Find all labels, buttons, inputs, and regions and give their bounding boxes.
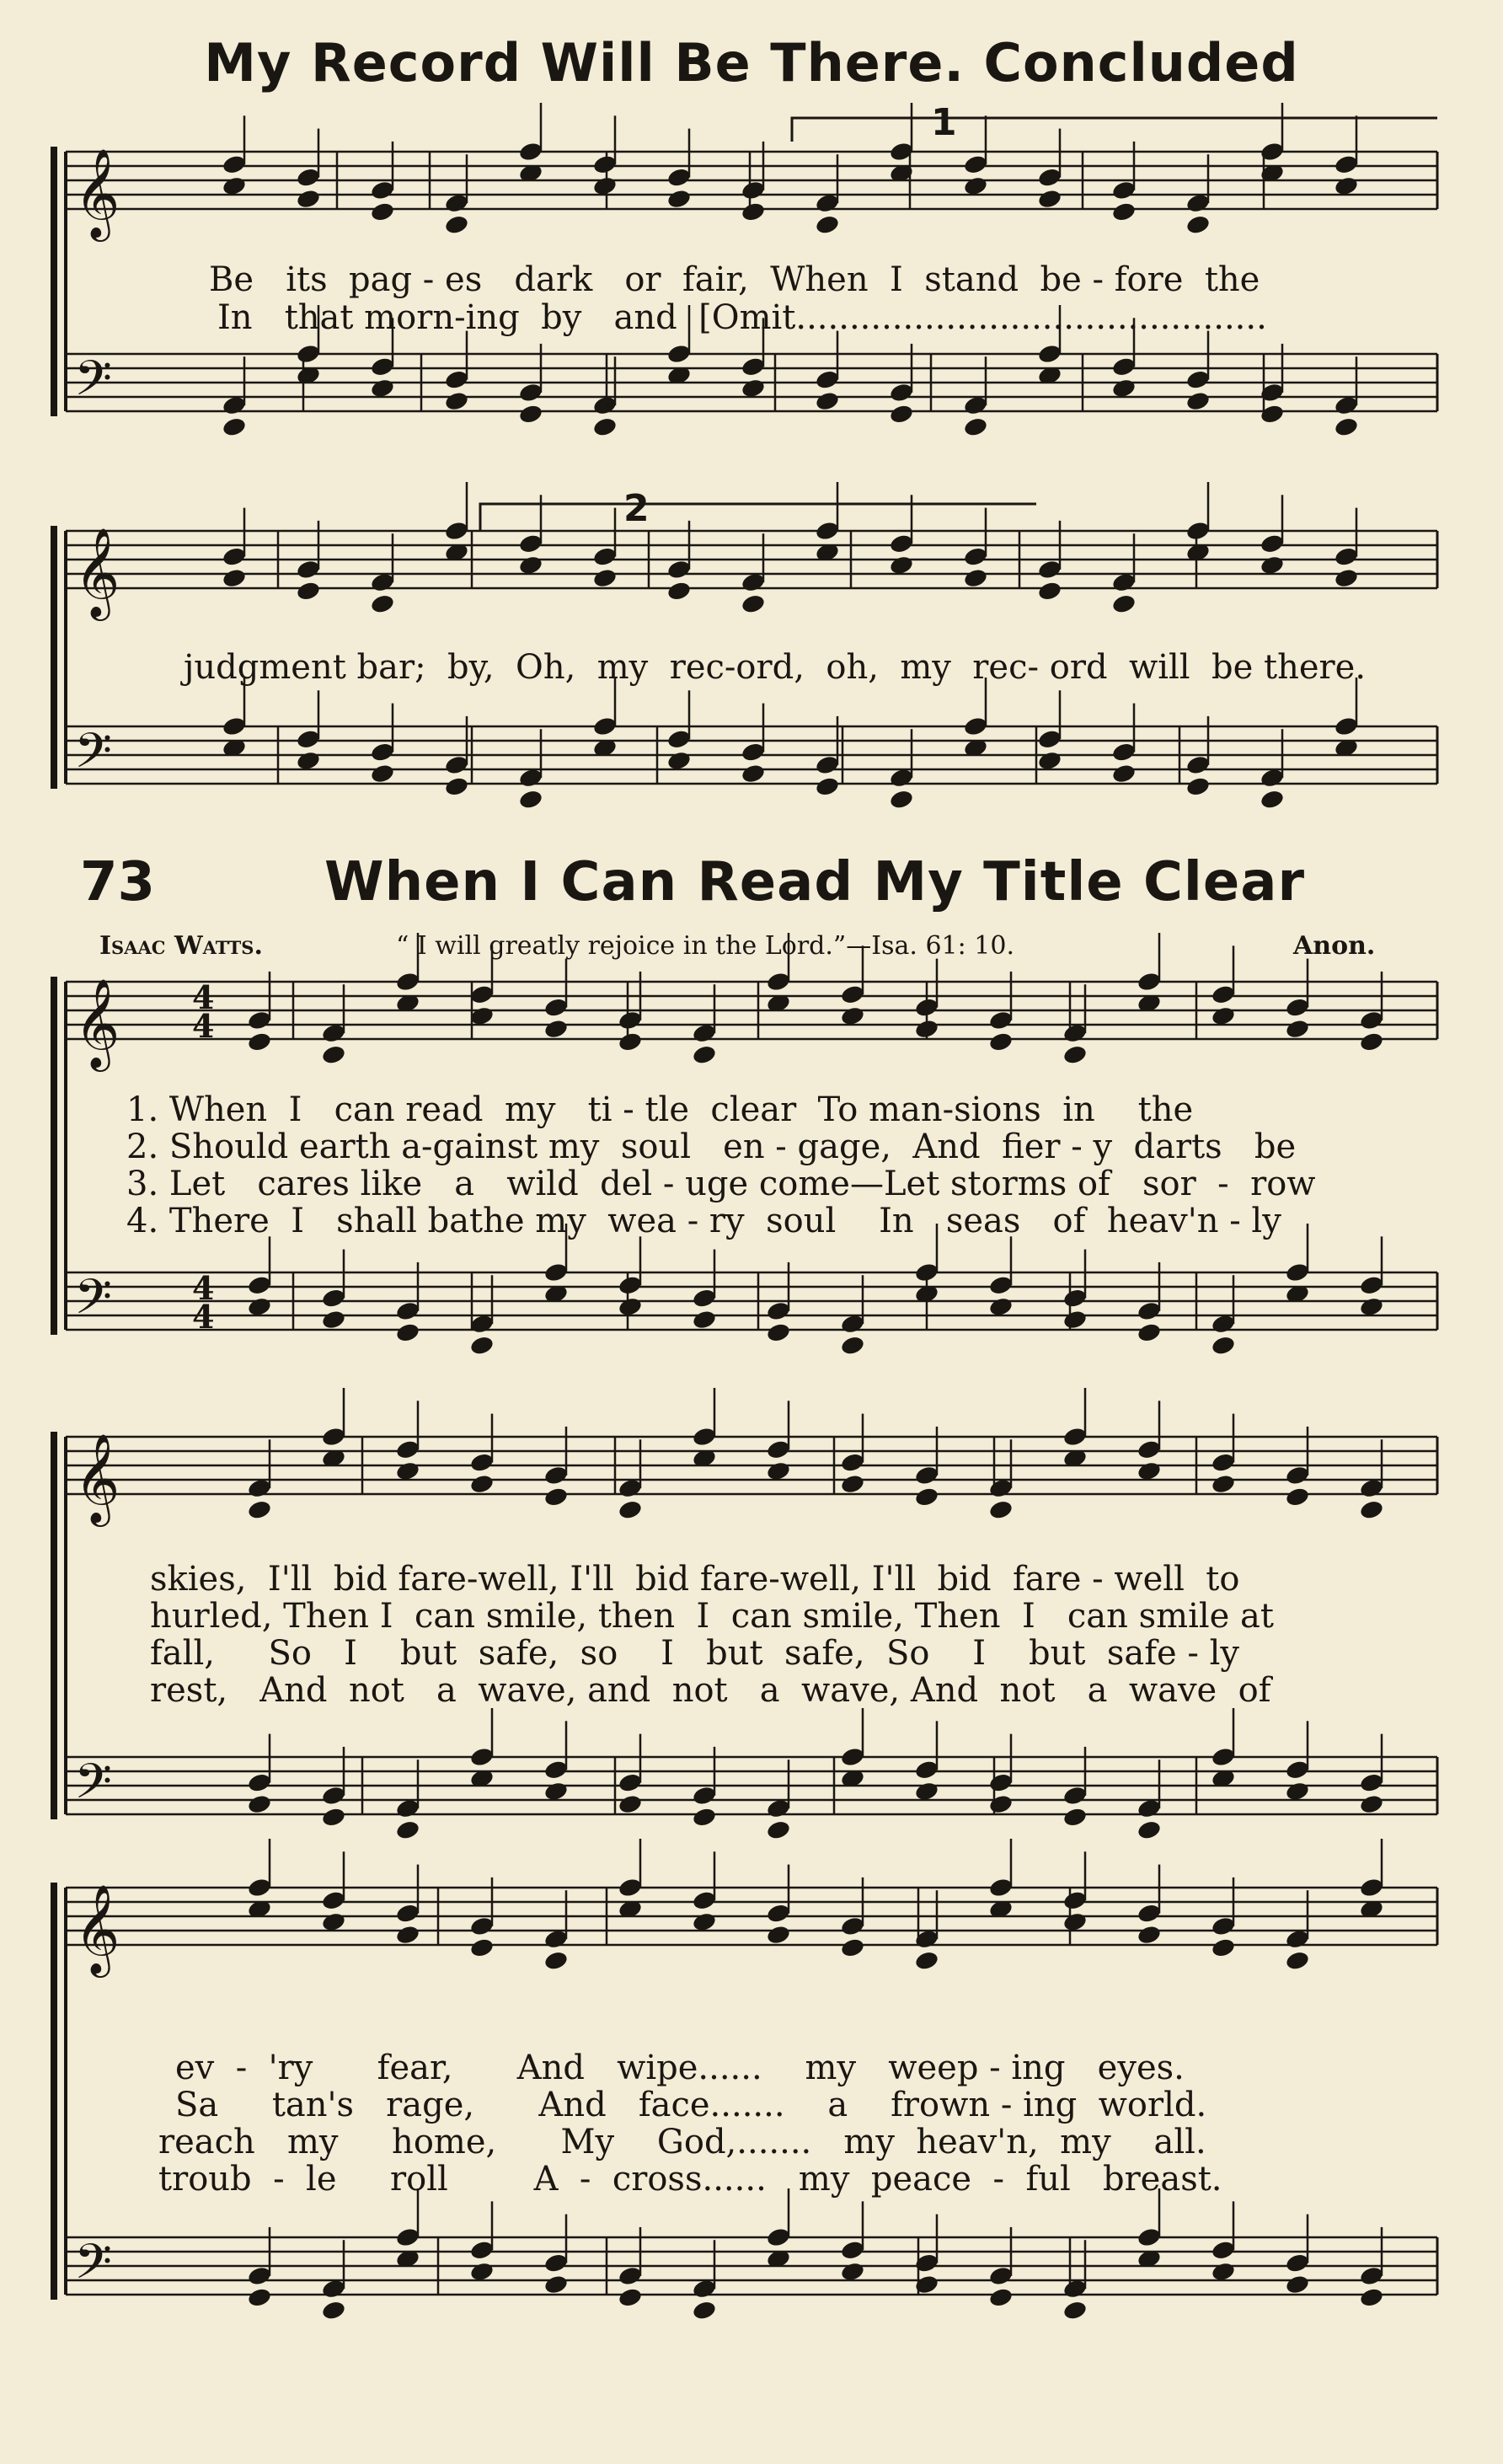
note-head (889, 789, 915, 811)
note-head (1037, 188, 1063, 210)
note-head (247, 1031, 273, 1053)
note-head (692, 2300, 718, 2322)
note-head (247, 1274, 273, 1296)
note-head (543, 997, 570, 1019)
note-head (914, 1465, 940, 1486)
note-head (395, 1924, 421, 1946)
note-head (469, 983, 495, 1005)
note-head (444, 369, 470, 391)
note-head (914, 997, 940, 1019)
note-head (1111, 356, 1137, 378)
hymn-verse2-line3: Sa tan's rage, And face....... a frown - ing world. (175, 2086, 1207, 2124)
note-head (1211, 1473, 1237, 1495)
note-head (1359, 1274, 1385, 1296)
note-head (296, 728, 322, 750)
note-head (321, 1889, 347, 1911)
note-head (889, 382, 915, 404)
note-head (889, 403, 915, 425)
note-head (666, 188, 693, 210)
treble-clef-icon: 𝄞 (74, 1433, 120, 1523)
note-head (518, 141, 544, 163)
note-head (395, 1300, 421, 1322)
note-head (618, 1274, 644, 1296)
note-head (1062, 2300, 1088, 2322)
note-head (1334, 567, 1360, 589)
note-head (1285, 1465, 1311, 1486)
note-head (1334, 153, 1360, 175)
note-head (1285, 1261, 1311, 1283)
note-head (1211, 1746, 1237, 1768)
note-head (1359, 1010, 1385, 1031)
bass-clef-icon: 𝄢 (74, 350, 113, 419)
note-head (469, 1936, 495, 1958)
note-head (321, 2300, 347, 2322)
note-head (1359, 1793, 1385, 1815)
note-head (1137, 1438, 1163, 1460)
note-head (1359, 1031, 1385, 1053)
note-head (321, 1426, 347, 1448)
note-head (321, 1806, 347, 1828)
note-head (692, 1044, 718, 1066)
note-head (469, 1915, 495, 1937)
note-head (370, 201, 396, 222)
note-head (1285, 2252, 1311, 2274)
note-head (1111, 763, 1137, 785)
note-head (988, 1499, 1014, 1521)
note-head (518, 382, 544, 404)
note-head (766, 1819, 792, 1841)
note-head (914, 1950, 940, 1972)
note-head (1359, 2265, 1385, 2287)
note-head (1334, 416, 1360, 438)
note-head (1037, 580, 1063, 602)
note-head (543, 1261, 570, 1283)
note-head (1137, 1903, 1163, 1925)
note-head (1185, 754, 1211, 776)
treble-clef-icon: 𝄞 (74, 1883, 120, 1974)
note-head (469, 1335, 495, 1357)
note-head (592, 715, 618, 737)
note-head (444, 775, 470, 797)
song1-lyric-line-2: In that morn-ing by and [Omit............................................ (217, 298, 1267, 337)
note-head (1111, 742, 1137, 763)
ending-2-bracket (480, 504, 1036, 531)
hymn-verse4-line3: troub - le roll A - cross...... my peace - ful breast. (158, 2160, 1222, 2199)
note-head (1137, 1321, 1163, 1343)
ending-1-label: 1 (931, 101, 957, 144)
note-head (1211, 983, 1237, 1005)
song1-lyric-line-1: Be its pag - es dark or fair, When I stand be - fore the (209, 260, 1260, 299)
note-head (1260, 789, 1286, 811)
ending-2-label: 2 (623, 487, 650, 530)
note-head (395, 1819, 421, 1841)
note-head (1285, 997, 1311, 1019)
note-head (815, 775, 841, 797)
note-head (469, 1452, 495, 1474)
note-head (766, 1924, 792, 1946)
hymn-number: 73 (80, 851, 156, 913)
note-head (840, 1915, 866, 1937)
note-head (914, 1261, 940, 1283)
note-head (592, 153, 618, 175)
note-head (1111, 593, 1137, 615)
note-head (988, 1877, 1014, 1899)
note-head (914, 1759, 940, 1781)
note-head (692, 1288, 718, 1310)
hymn-verse4-line2: rest, And not a wave, and not a wave, And not a wave of (150, 1671, 1271, 1710)
note-head (543, 1759, 570, 1781)
note-head (988, 1274, 1014, 1296)
note-head (741, 742, 767, 763)
note-head (247, 1772, 273, 1794)
note-head (247, 1010, 273, 1031)
note-head (666, 728, 693, 750)
note-head (543, 2274, 570, 2295)
note-head (469, 1746, 495, 1768)
note-head (321, 1044, 347, 1066)
note-head (1211, 1936, 1237, 1958)
note-head (1137, 2226, 1163, 2248)
note-head (395, 1903, 421, 1925)
note-head (543, 2252, 570, 2274)
note-head (766, 971, 792, 993)
note-head (1334, 546, 1360, 568)
note-head (666, 343, 693, 365)
note-head (963, 715, 989, 737)
note-head (692, 1426, 718, 1448)
note-head (963, 546, 989, 568)
note-head (1185, 214, 1211, 236)
note-head (247, 1793, 273, 1815)
note-head (618, 1877, 644, 1899)
note-head (963, 567, 989, 589)
note-head (1062, 1044, 1088, 1066)
hymn-author: Isaac Watts. (99, 931, 263, 961)
note-head (988, 1772, 1014, 1794)
note-head (1037, 167, 1063, 189)
note-head (395, 1438, 421, 1460)
note-head (1285, 1486, 1311, 1508)
note-head (963, 153, 989, 175)
hymn-verse1-line2: skies, I'll bid fare-well, I'll bid fare-well, I'll bid fare - well to (150, 1560, 1240, 1599)
note-head (222, 153, 248, 175)
treble-clef-icon: 𝄞 (74, 527, 120, 617)
note-head (296, 188, 322, 210)
note-head (296, 580, 322, 602)
note-head (247, 2265, 273, 2287)
note-head (1359, 1772, 1385, 1794)
hymn-verse3-line3: reach my home, My God,....... my heav'n, my all. (158, 2123, 1206, 2161)
note-head (618, 1010, 644, 1031)
note-head (1137, 1924, 1163, 1946)
note-head (766, 1321, 792, 1343)
note-head (618, 1499, 644, 1521)
note-head (1137, 1819, 1163, 1841)
note-head (1211, 1915, 1237, 1937)
note-head (692, 1806, 718, 1828)
hymn-verse1-line1: 1. When I can read my ti - tle clear To man-sions in the (126, 1090, 1194, 1129)
note-head (1334, 715, 1360, 737)
note-head (766, 1903, 792, 1925)
hymn-verse3-line2: fall, So I but safe, so I but safe, So I but safe - ly (150, 1634, 1240, 1673)
note-head (1260, 533, 1286, 554)
note-head (766, 1438, 792, 1460)
note-head (1185, 369, 1211, 391)
note-head (543, 1486, 570, 1508)
note-head (1062, 1288, 1088, 1310)
hymn-title: When I Can Read My Title Clear (324, 851, 1306, 913)
time-signature: 4 (192, 1298, 215, 1336)
note-head (518, 789, 544, 811)
note-head (296, 167, 322, 189)
note-head (766, 1300, 792, 1322)
note-head (247, 1499, 273, 1521)
note-head (840, 2239, 866, 2261)
note-head (914, 1018, 940, 1040)
note-head (988, 1010, 1014, 1031)
note-head (840, 1452, 866, 1474)
note-head (321, 1309, 347, 1331)
note-head (815, 754, 841, 776)
note-head (618, 1793, 644, 1815)
time-signature: 4 (192, 978, 215, 1016)
note-head (469, 1473, 495, 1495)
note-head (1359, 2286, 1385, 2308)
note-head (988, 2286, 1014, 2308)
note-head (444, 520, 470, 542)
note-head (692, 1309, 718, 1331)
note-head (592, 416, 618, 438)
hymn-verse4-line1: 4. There I shall bathe my wea - ry soul In seas of heav'n - ly (126, 1202, 1281, 1240)
note-head (840, 1335, 866, 1357)
note-head (840, 1746, 866, 1768)
note-head (370, 742, 396, 763)
hymn-verse2-line1: 2. Should earth a-gainst my soul en - gage, And fier - y darts be (126, 1128, 1297, 1166)
note-head (1359, 1877, 1385, 1899)
note-head (815, 369, 841, 391)
note-head (1185, 390, 1211, 412)
note-head (914, 1486, 940, 1508)
note-head (741, 763, 767, 785)
note-head (518, 403, 544, 425)
note-head (741, 179, 767, 201)
note-head (370, 593, 396, 615)
note-head (1037, 559, 1063, 581)
note-head (1285, 2274, 1311, 2295)
note-head (592, 546, 618, 568)
note-head (222, 416, 248, 438)
treble-clef-icon: 𝄞 (74, 978, 120, 1068)
note-head (766, 2226, 792, 2248)
note-head (1062, 1806, 1088, 1828)
note-head (1185, 520, 1211, 542)
note-head (815, 390, 841, 412)
note-head (1359, 1499, 1385, 1521)
note-head (741, 356, 767, 378)
time-signature: 4 (192, 1007, 215, 1045)
note-head (988, 2265, 1014, 2287)
note-head (444, 214, 470, 236)
note-head (1285, 1950, 1311, 1972)
note-head (518, 533, 544, 554)
note-head (592, 567, 618, 589)
note-head (1211, 1452, 1237, 1474)
note-head (840, 1936, 866, 1958)
note-head (618, 1772, 644, 1794)
bass-clef-icon: 𝄢 (74, 2233, 113, 2302)
note-head (543, 1465, 570, 1486)
note-head (1285, 1018, 1311, 1040)
note-head (222, 567, 248, 589)
bass-clef-icon: 𝄢 (74, 1268, 113, 1337)
note-head (222, 546, 248, 568)
note-head (469, 2239, 495, 2261)
bass-clef-icon: 𝄢 (74, 1753, 113, 1822)
note-head (1062, 1309, 1088, 1331)
note-head (296, 559, 322, 581)
ending-1-bracket (792, 118, 1437, 142)
note-head (618, 2286, 644, 2308)
note-head (741, 201, 767, 222)
note-head (1062, 1785, 1088, 1807)
note-head (247, 2286, 273, 2308)
note-head (666, 580, 693, 602)
note-head (395, 2226, 421, 2248)
note-head (1137, 1300, 1163, 1322)
note-head (666, 167, 693, 189)
note-head (321, 1785, 347, 1807)
note-head (1285, 1759, 1311, 1781)
song1-lyric-line-3: judgment bar; by, Oh, my rec-ord, oh, my rec- ord will be there. (184, 648, 1367, 687)
hymn-verse3-line1: 3. Let cares like a wild del - uge come—Let storms of sor - row (126, 1165, 1316, 1203)
treble-clef-icon: 𝄞 (74, 147, 120, 238)
note-head (321, 1288, 347, 1310)
note-head (1062, 1426, 1088, 1448)
hymn-verse1-line3: ev - 'ry fear, And wipe...... my weep - ing eyes. (175, 2049, 1185, 2087)
note-head (1111, 179, 1137, 201)
note-head (296, 343, 322, 365)
note-head (370, 763, 396, 785)
note-head (840, 983, 866, 1005)
note-head (1211, 2239, 1237, 2261)
note-head (1211, 1335, 1237, 1357)
note-head (988, 1031, 1014, 1053)
note-head (815, 520, 841, 542)
note-head (840, 1473, 866, 1495)
note-head (370, 356, 396, 378)
note-head (666, 559, 693, 581)
note-head (444, 754, 470, 776)
note-head (815, 214, 841, 236)
note-head (1185, 775, 1211, 797)
note-head (543, 1018, 570, 1040)
note-head (1037, 728, 1063, 750)
note-head (692, 1785, 718, 1807)
hymn-scripture: “ I will greatly rejoice in the Lord.”—Isa. 61: 10. (396, 931, 1014, 961)
note-head (370, 179, 396, 201)
note-head (1062, 1889, 1088, 1911)
note-head (222, 715, 248, 737)
note-head (618, 2265, 644, 2287)
bass-clef-icon: 𝄢 (74, 722, 113, 791)
note-head (618, 1031, 644, 1053)
note-head (988, 1793, 1014, 1815)
hymn-composer: Anon. (1293, 931, 1376, 961)
note-head (692, 1889, 718, 1911)
note-head (741, 593, 767, 615)
hymn-verse2-line2: hurled, Then I can smile, then I can smile, Then I can smile at (150, 1597, 1274, 1636)
note-head (889, 533, 915, 554)
note-head (1137, 971, 1163, 993)
note-head (395, 1321, 421, 1343)
note-head (395, 971, 421, 993)
page-title: My Record Will Be There. Concluded (204, 32, 1299, 94)
note-head (1111, 201, 1137, 222)
time-signature: 4 (192, 1269, 215, 1307)
note-head (543, 1950, 570, 1972)
note-head (963, 416, 989, 438)
note-head (444, 390, 470, 412)
note-head (1037, 343, 1063, 365)
note-head (247, 1877, 273, 1899)
